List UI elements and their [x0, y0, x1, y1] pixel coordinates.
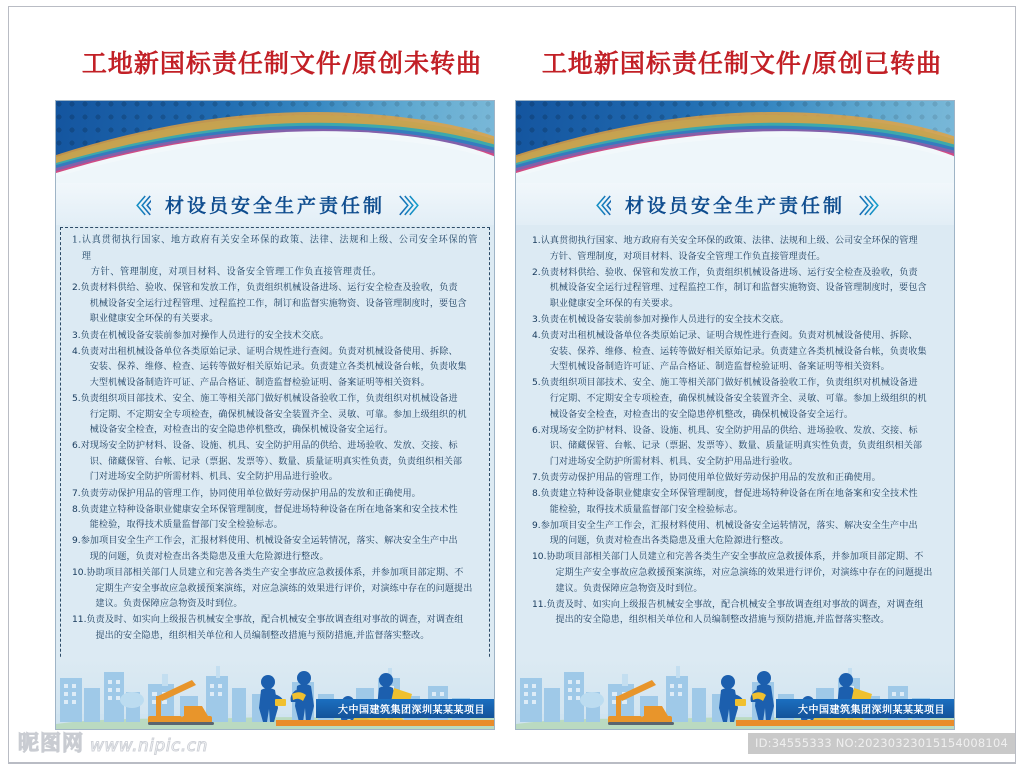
clause-number: 3.: [72, 330, 81, 341]
clause-line: 建议。负责保障应急物资及时到位。: [555, 583, 703, 594]
clause-line: 行定期、不定期安全专项检查，确保机械设备安全装置齐全、灵敏、可靠。参加上级组织的机: [549, 393, 927, 404]
clause-line: 协助项目部相关部门人员建立和完善各类生产安全事故应急救援体系，并参加项目部定期、不: [86, 567, 464, 578]
clause-text: [541, 266, 938, 313]
clause-number: 9.: [72, 536, 81, 547]
poster-body-right: [516, 225, 954, 658]
watermark-logo-text: 昵图网: [18, 731, 84, 755]
clause-line: 负责组织项目部技术、安全、施工等相关部门做好机械设备验收工作，负责组织对机械设备进: [80, 393, 458, 404]
clause-number: 2.: [532, 267, 541, 278]
clause-line: 负责在机械设备安装前参加对操作人员进行的安全技术交底。: [540, 314, 789, 325]
header-ribbon-waves-left: [56, 101, 494, 183]
clause-text: [546, 550, 938, 597]
heading-left: 工地新国标责任制文件/原创未转曲: [81, 49, 483, 78]
clause-line: 提出的安全隐患，组织相关单位和人员编制整改措施与预防措施,并监督落实整改。: [555, 615, 890, 626]
clause-number: 5.: [532, 378, 541, 389]
clause-number: 8.: [72, 504, 81, 515]
clause-line: 识、储藏保管、台帐、记录（票据、发票等）、数量、质量证明真实性负责，负责组织相关部: [89, 456, 463, 467]
clause-text: [81, 503, 478, 534]
chevron-left-icon: 〈〈〈: [126, 190, 151, 219]
clause-number: 4.: [72, 346, 81, 357]
clause-number: 5.: [72, 393, 81, 404]
clause-number: 7.: [72, 488, 81, 499]
clause-text: [541, 313, 938, 329]
image-id-badge: ID:34555333 NO:20230323015154008104: [748, 733, 1015, 754]
clause-number: 11.: [532, 599, 547, 610]
clause-text: [541, 519, 938, 550]
clause-line: 负责在机械设备安装前参加对操作人员进行的安全技术交底。: [80, 330, 329, 341]
clause-number: 10.: [72, 567, 87, 578]
clause-line: 方针、管理制度，对项目材料、设备安全管理工作负直接管理责任。: [549, 251, 826, 262]
clause-line: 认真贯彻执行国家、地方政府有关安全环保的政策、法律、法规和上级、公司安全环保的管理: [540, 236, 918, 246]
footer-banner-left: 大中国建筑集团深圳某某某项目: [316, 699, 494, 718]
poster-title-bar-left: [56, 183, 494, 225]
clause-line: 能检验，取得技术质量监督部门安全检验标志。: [89, 520, 283, 531]
footer-orange-stripe-left: [276, 720, 494, 726]
clause-item: [72, 281, 478, 328]
clause-number: 1.: [72, 235, 82, 246]
clause-line: 行定期、不定期安全专项检查，确保机械设备安全装置齐全、灵敏、可靠。参加上级组织的机: [89, 409, 467, 420]
clause-item: [72, 234, 478, 281]
clause-line: 负责劳动保护用品的管理工作，协同使用单位做好劳动保护用品的发放和正确使用。: [80, 488, 421, 499]
clause-item: [72, 534, 478, 565]
poster-left[interactable]: [55, 100, 495, 730]
clause-number: 6.: [72, 441, 81, 452]
clause-line: 大型机械设备制造许可证、产品合格证、制造监督检验证明、备案证明等相关资料。: [549, 362, 890, 373]
clause-item: [532, 376, 938, 423]
clause-item: [532, 550, 938, 597]
clause-item: [72, 503, 478, 534]
clause-line: 负责及时、如实向上级报告机械安全事故，配合机械安全事故调查组对事故的调查，对调查组: [86, 615, 464, 626]
clause-number: 3.: [532, 314, 541, 325]
clause-text: [541, 376, 938, 423]
clause-item: [532, 424, 938, 471]
clause-number: 4.: [532, 331, 541, 342]
clause-number: 7.: [532, 472, 541, 483]
watermark-url: www.nipic.cn: [90, 736, 208, 756]
clause-line: 负责建立特种设备职业健康安全环保管理制度，督促进场特种设备在所在地备案和安全技术性: [80, 504, 458, 515]
clause-item: [532, 266, 938, 313]
clause-line: 安装、保养、维修、检查、运转等做好相关原始记录。负责建立各类机械设备台帐，负责收集: [549, 346, 927, 357]
clause-line: 提出的安全隐患，组织相关单位和人员编制整改措施与预防措施,并监督落实整改。: [95, 630, 430, 641]
clause-item: [72, 566, 478, 613]
clause-line: 负责对出租机械设备单位各类原始记录、证明合规性进行查阅。负责对机械设备使用、拆除、: [80, 346, 458, 357]
clause-number: 1.: [532, 236, 541, 246]
footer-banner-right: 大中国建筑集团深圳某某某项目: [776, 699, 954, 718]
clause-line: 负责对出租机械设备单位各类原始记录、证明合规性进行查阅。负责对机械设备使用、拆除、: [540, 331, 918, 342]
clause-line: 参加项目安全生产工作会，汇报材料使用、机械设备安全运转情况，落实、解决安全生产中出: [80, 536, 458, 547]
clause-item: [72, 487, 478, 503]
clause-line: 大型机械设备制造许可证、产品合格证、制造监督检验证明、备案证明等相关资料。: [89, 377, 430, 388]
clause-line: 门对进场安全防护所需材料、机具、安全防护用品进行验收。: [89, 472, 338, 483]
clause-text: [541, 487, 938, 518]
clause-line: 负责材料供给、验收、保管和发放工作，负责组织机械设备进场、运行安全检查及验收，负责: [540, 267, 918, 278]
heading-right: 工地新国标责任制文件/原创已转曲: [541, 49, 943, 78]
clause-line: 机械设备安全运行过程管理、过程监控工作，制订和监督实施物资、设备管理制度时，要包含: [549, 283, 927, 294]
clause-text: [86, 613, 478, 644]
poster-title-bar-right: [516, 183, 954, 225]
clause-item: [532, 329, 938, 376]
clause-line: 负责建立特种设备职业健康安全环保管理制度，督促进场特种设备在所在地备案和安全技术性: [540, 489, 918, 499]
poster-footer-right: [516, 658, 954, 730]
clause-line: 负责劳动保护用品的管理工作，协同使用单位做好劳动保护用品的发放和正确使用。: [540, 472, 881, 483]
clause-line: 门对进场安全防护所需材料、机具、安全防护用品进行验收。: [549, 456, 798, 467]
clause-text: [81, 329, 478, 345]
clause-text: [541, 471, 938, 487]
clause-text: [546, 598, 938, 629]
poster-header-right: [516, 101, 954, 183]
clause-text: [81, 281, 478, 328]
clause-line: 协助项目部相关部门人员建立和完善各类生产安全事故应急救援体系，并参加项目部定期、不: [546, 552, 924, 563]
clause-line: 现的问题，负责对检查出各类隐患及重大危险源进行整改。: [549, 536, 789, 547]
clause-line: 职业健康安全环保的有关要求。: [549, 298, 679, 309]
clause-number: 2.: [72, 283, 81, 294]
clause-line: 能检验，取得技术质量监督部门安全检验标志。: [549, 504, 743, 515]
clause-number: 9.: [532, 520, 541, 531]
clause-line: 识、储藏保管、台帐、记录（票据、发票等）、数量、质量证明真实性负责，负责组织相关部: [549, 441, 923, 452]
poster-title-right: 材设员安全生产责任制: [624, 194, 845, 217]
clause-line: 现的问题，负责对检查出各类隐患及重大危险源进行整改。: [89, 551, 329, 562]
clause-item: [532, 234, 938, 265]
clause-line: 定期生产安全事故应急救援预案演练，对应急演练的效果进行评价，对演练中存在的问题提出: [555, 567, 933, 578]
clause-line: 负责及时、如实向上级报告机械安全事故，配合机械安全事故调查组对事故的调查，对调查组: [546, 599, 924, 610]
clause-text: [541, 424, 938, 471]
clause-item: [532, 598, 938, 629]
clause-text: [82, 233, 478, 282]
clause-line: 械设备安全检查，对检查出的安全隐患停机整改，确保机械设备安全运行。: [549, 409, 854, 420]
clause-text: [86, 566, 478, 613]
clause-number: 6.: [532, 425, 541, 436]
clause-text: [81, 392, 478, 439]
poster-body-left: [56, 225, 494, 658]
chevron-right-icon: 〉〉〉: [399, 190, 424, 219]
clause-item: [72, 329, 478, 345]
clause-number: 10.: [532, 552, 547, 563]
clause-number: 11.: [72, 615, 87, 626]
clause-text: [541, 234, 938, 265]
clause-line: 对现场安全防护材料、设备、设施、机具、安全防护用品的供给、进场验收、发放、交接、标: [540, 425, 918, 436]
clause-text: [81, 439, 478, 486]
clause-line: 职业健康安全环保的有关要求。: [89, 314, 219, 325]
clause-item: [532, 487, 938, 518]
chevron-right-icon: 〉〉〉: [859, 190, 884, 219]
clause-text: [541, 329, 938, 376]
clause-line: 参加项目安全生产工作会，汇报材料使用、机械设备安全运转情况，落实、解决安全生产中出: [540, 520, 918, 531]
clause-line: 械设备安全检查，对检查出的安全隐患停机整改，确保机械设备安全运行。: [89, 425, 394, 436]
clause-item: [72, 613, 478, 644]
clause-line: 认真贯彻执行国家、地方政府有关安全环保的政策、法律、法规和上级、公司安全环保的管理: [81, 235, 478, 262]
clause-line: 方针、管理制度，对项目材料、设备安全管理工作负直接管理责任。: [90, 267, 382, 278]
clause-line: 对现场安全防护材料、设备、设施、机具、安全防护用品的供给、进场验收、发放、交接、标: [80, 441, 458, 452]
bottom-divider: [8, 763, 1016, 764]
footer-orange-stripe-right: [736, 720, 954, 726]
clause-line: 负责组织项目部技术、安全、施工等相关部门做好机械设备验收工作，负责组织对机械设备进: [540, 378, 918, 389]
clause-line: 定期生产安全事故应急救援预案演练，对应急演练的效果进行评价，对演练中存在的问题提出: [95, 583, 473, 594]
poster-title-left: 材设员安全生产责任制: [164, 194, 385, 217]
clause-text: [81, 487, 478, 503]
clause-item: [72, 439, 478, 486]
watermark: [18, 727, 208, 757]
poster-footer-left: [56, 658, 494, 730]
clause-line: 建议。负责保障应急物资及时到位。: [95, 599, 243, 610]
clause-line: 安装、保养、维修、检查、运转等做好相关原始记录。负责建立各类机械设备台帐，负责收集: [89, 362, 467, 373]
poster-header-left: [56, 101, 494, 183]
clause-text: [81, 534, 478, 565]
header-ribbon-waves-right: [516, 101, 954, 183]
clause-line: 机械设备安全运行过程管理、过程监控工作，制订和监督实施物资、设备管理制度时，要包含: [89, 298, 467, 309]
clause-item: [72, 345, 478, 392]
clause-item: [532, 471, 938, 487]
poster-right[interactable]: [515, 100, 955, 730]
clause-item: [72, 392, 478, 439]
clause-text: [81, 345, 478, 392]
clause-item: [532, 313, 938, 329]
clause-number: 8.: [532, 489, 541, 499]
clause-line: 负责材料供给、验收、保管和发放工作，负责组织机械设备进场、运行安全检查及验收，负责: [80, 283, 458, 294]
chevron-left-icon: 〈〈〈: [586, 190, 611, 219]
clause-item: [532, 519, 938, 550]
